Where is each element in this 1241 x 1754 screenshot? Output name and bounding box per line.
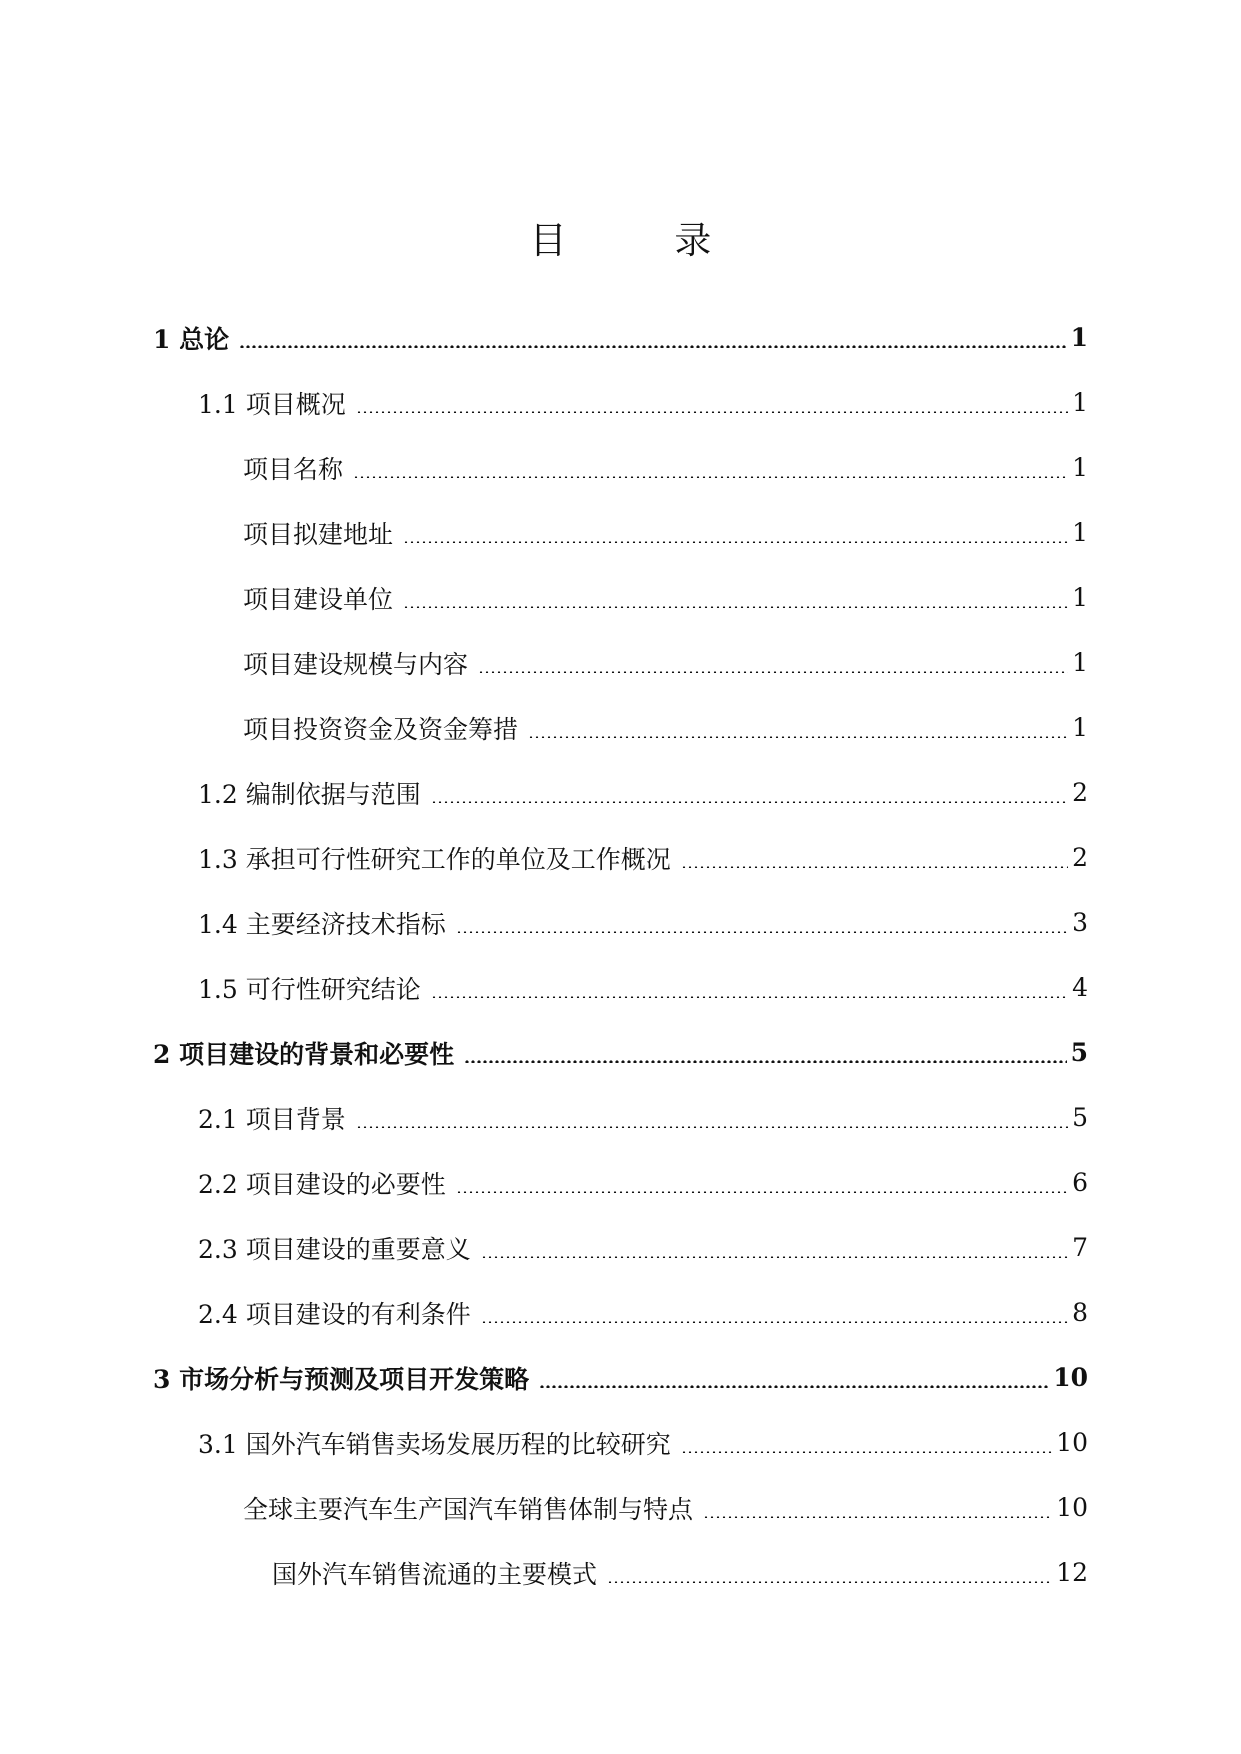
toc-page-number: 8 xyxy=(1072,1298,1088,1327)
toc-page-number: 1 xyxy=(1072,648,1088,677)
toc-dot-leader xyxy=(528,736,1068,738)
toc-entry-label: 1.5 可行性研究结论 xyxy=(198,974,421,1004)
toc-entry-label: 2.4 项目建设的有利条件 xyxy=(198,1299,471,1329)
toc-dot-leader xyxy=(607,1581,1052,1583)
toc-dot-leader xyxy=(681,1451,1052,1453)
toc-dot-leader xyxy=(403,606,1068,608)
table-of-contents xyxy=(0,305,1241,1605)
toc-page-number: 6 xyxy=(1072,1168,1088,1197)
toc-page-number: 1 xyxy=(1072,453,1088,482)
toc-entry-label: 国外汽车销售流通的主要模式 xyxy=(272,1559,598,1589)
toc-dot-leader xyxy=(456,931,1068,933)
toc-entry-label: 项目建设规模与内容 xyxy=(243,649,469,679)
toc-entry[interactable] xyxy=(0,1150,1241,1215)
toc-entry[interactable] xyxy=(0,1475,1241,1540)
toc-dot-leader xyxy=(478,671,1068,673)
toc-dot-leader xyxy=(481,1256,1068,1258)
toc-entry[interactable] xyxy=(0,760,1241,825)
toc-entry-label: 1.4 主要经济技术指标 xyxy=(198,909,446,939)
toc-entry-label: 1 总论 xyxy=(153,324,230,354)
toc-entry-label: 项目拟建地址 xyxy=(243,519,394,549)
toc-page-number: 4 xyxy=(1072,973,1088,1002)
toc-entry[interactable] xyxy=(0,500,1241,565)
toc-dot-leader xyxy=(431,996,1068,998)
toc-entry-label: 2.2 项目建设的必要性 xyxy=(198,1169,446,1199)
toc-page-number: 7 xyxy=(1072,1233,1088,1262)
toc-dot-leader xyxy=(681,866,1068,868)
toc-entry[interactable] xyxy=(0,305,1241,370)
toc-entry-label: 3 市场分析与预测及项目开发策略 xyxy=(153,1364,530,1394)
toc-dot-leader xyxy=(356,411,1068,413)
toc-entry[interactable] xyxy=(0,955,1241,1020)
toc-entry[interactable] xyxy=(0,565,1241,630)
toc-entry-label: 项目建设单位 xyxy=(243,584,394,614)
toc-page-number: 10 xyxy=(1053,1363,1088,1392)
toc-page-number: 1 xyxy=(1072,518,1088,547)
toc-dot-leader xyxy=(456,1191,1068,1193)
toc-entry[interactable] xyxy=(0,435,1241,500)
toc-dot-leader xyxy=(403,541,1068,543)
toc-entry-label: 项目名称 xyxy=(243,454,344,484)
toc-dot-leader xyxy=(431,801,1068,803)
toc-dot-leader xyxy=(356,1126,1068,1128)
toc-entry[interactable] xyxy=(0,370,1241,435)
toc-page-number: 5 xyxy=(1070,1038,1088,1067)
toc-entry[interactable] xyxy=(0,1085,1241,1150)
toc-entry[interactable] xyxy=(0,1215,1241,1280)
toc-dot-leader xyxy=(239,345,1066,348)
toc-dot-leader xyxy=(703,1516,1052,1518)
toc-page-number: 5 xyxy=(1072,1103,1088,1132)
toc-entry[interactable] xyxy=(0,825,1241,890)
toc-page-number: 12 xyxy=(1056,1558,1088,1587)
toc-entry[interactable] xyxy=(0,1020,1241,1085)
toc-entry-label: 1.3 承担可行性研究工作的单位及工作概况 xyxy=(198,844,671,874)
toc-entry[interactable] xyxy=(0,1345,1241,1410)
toc-entry-label: 2.3 项目建设的重要意义 xyxy=(198,1234,471,1264)
toc-dot-leader xyxy=(464,1060,1066,1063)
toc-page-number: 3 xyxy=(1072,908,1088,937)
toc-entry-label: 项目投资资金及资金筹措 xyxy=(243,714,519,744)
toc-entry-label: 2.1 项目背景 xyxy=(198,1104,346,1134)
toc-entry[interactable] xyxy=(0,1540,1241,1605)
toc-page-number: 1 xyxy=(1072,713,1088,742)
toc-dot-leader xyxy=(539,1385,1049,1388)
page-title: 目 录 xyxy=(529,219,760,262)
toc-dot-leader xyxy=(353,476,1068,478)
toc-entry[interactable] xyxy=(0,890,1241,955)
toc-entry-label: 2 项目建设的背景和必要性 xyxy=(153,1039,455,1069)
toc-page-number: 2 xyxy=(1072,778,1088,807)
toc-page-number: 10 xyxy=(1056,1493,1088,1522)
toc-entry-label: 1.2 编制依据与范围 xyxy=(198,779,421,809)
toc-entry[interactable] xyxy=(0,1410,1241,1475)
toc-entry-label: 3.1 国外汽车销售卖场发展历程的比较研究 xyxy=(198,1429,671,1459)
toc-entry[interactable] xyxy=(0,630,1241,695)
toc-entry-label: 全球主要汽车生产国汽车销售体制与特点 xyxy=(243,1494,694,1524)
toc-page-number: 10 xyxy=(1056,1428,1088,1457)
toc-page-number: 1 xyxy=(1070,323,1088,352)
toc-page-number: 2 xyxy=(1072,843,1088,872)
toc-page-number: 1 xyxy=(1072,388,1088,417)
toc-dot-leader xyxy=(481,1321,1068,1323)
toc-entry[interactable] xyxy=(0,1280,1241,1345)
toc-entry-label: 1.1 项目概况 xyxy=(198,389,346,419)
toc-entry[interactable] xyxy=(0,695,1241,760)
toc-page-number: 1 xyxy=(1072,583,1088,612)
